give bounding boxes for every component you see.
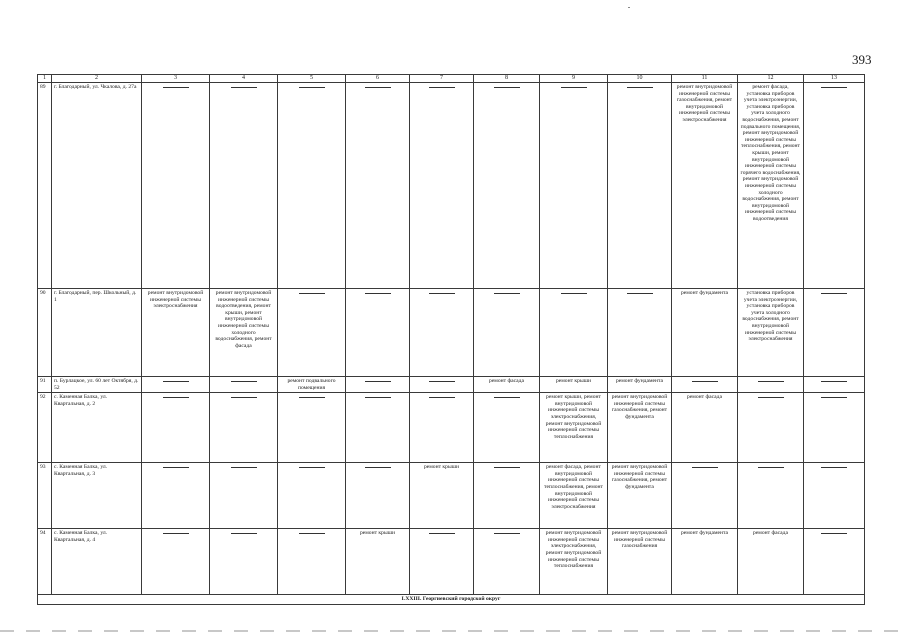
column-header: 2: [52, 75, 142, 83]
address-cell: с. Каменная Балка, ул. Квартальная, д. 3: [52, 463, 142, 529]
empty-cell: [278, 393, 346, 463]
dash-mark: [231, 397, 257, 398]
dash-mark: [299, 87, 325, 88]
work-cell: ремонт фасада: [738, 529, 804, 595]
empty-cell: [804, 83, 865, 289]
row-number: 90: [38, 289, 52, 377]
table-row: [38, 463, 865, 529]
address-cell: п. Бурлацкое, ул. 60 лет Октября, д. 52: [52, 377, 142, 393]
empty-cell: [142, 377, 210, 393]
row-number: 89: [38, 83, 52, 289]
address-cell: г. Благодарный, пер. Школьный, д. 1: [52, 289, 142, 377]
dash-mark: [365, 467, 391, 468]
empty-cell: [540, 289, 608, 377]
dash-mark: [365, 87, 391, 88]
table-row: [38, 377, 865, 393]
empty-cell: [474, 83, 540, 289]
work-cell: ремонт крыши, ремонт внутридомовой инженерной системы электроснабжения, ремонт внутридомовой инженерной системы теплоснабжения: [540, 393, 608, 463]
empty-cell: [278, 529, 346, 595]
empty-cell: [672, 377, 738, 393]
dash-mark: [494, 293, 520, 294]
empty-cell: [804, 529, 865, 595]
row-number: 93: [38, 463, 52, 529]
dash-mark: [429, 397, 455, 398]
section-footer-row: [38, 595, 865, 605]
column-header: 12: [738, 75, 804, 83]
dash-mark: [429, 533, 455, 534]
work-cell: ремонт крыши: [346, 529, 410, 595]
empty-cell: [346, 289, 410, 377]
column-header: 9: [540, 75, 608, 83]
dash-mark: [494, 467, 520, 468]
dash-mark: [758, 467, 784, 468]
work-cell: ремонт фасада, ремонт внутридомовой инженерной системы теплоснабжения, ремонт внутридомовой инженерной системы электроснабжения: [540, 463, 608, 529]
row-number: 92: [38, 393, 52, 463]
dash-mark: [163, 533, 189, 534]
scan-bottom-artifact: [0, 630, 905, 632]
empty-cell: [278, 289, 346, 377]
dash-mark: [821, 467, 847, 468]
empty-cell: [210, 463, 278, 529]
dash-mark: [231, 381, 257, 382]
dash-mark: [163, 381, 189, 382]
work-cell: ремонт внутридомовой инженерной системы газоснабжения: [608, 529, 672, 595]
empty-cell: [804, 377, 865, 393]
work-cell: ремонт фундамента: [672, 529, 738, 595]
work-cell: ремонт фундамента: [608, 377, 672, 393]
empty-cell: [278, 463, 346, 529]
work-cell: ремонт внутридомовой инженерной системы газоснабжения, ремонт фундамента: [608, 463, 672, 529]
address-cell: с. Каменная Балка, ул. Квартальная, д. 2: [52, 393, 142, 463]
dash-mark: [494, 533, 520, 534]
empty-cell: [410, 83, 474, 289]
dash-mark: [561, 87, 587, 88]
column-header: 10: [608, 75, 672, 83]
empty-cell: [210, 393, 278, 463]
work-cell: ремонт внутридомовой инженерной системы газоснабжения, ремонт внутридомовой инженерной системы электроснабжения: [672, 83, 738, 289]
page-number: 393: [852, 52, 872, 67]
dash-mark: [365, 381, 391, 382]
empty-cell: [142, 393, 210, 463]
dash-mark: [494, 397, 520, 398]
work-cell: ремонт фундамента: [672, 289, 738, 377]
empty-cell: [804, 289, 865, 377]
dash-mark: [163, 467, 189, 468]
empty-cell: [410, 529, 474, 595]
empty-cell: [738, 377, 804, 393]
empty-cell: [738, 463, 804, 529]
dash-mark: [299, 293, 325, 294]
empty-cell: [474, 529, 540, 595]
empty-cell: [210, 83, 278, 289]
empty-cell: [540, 83, 608, 289]
table-row: [38, 289, 865, 377]
column-header-row: [38, 75, 865, 83]
work-cell: ремонт фасада: [672, 393, 738, 463]
dash-mark: [429, 293, 455, 294]
section-footer: LXXIII. Георгиевский городской округ: [38, 595, 865, 605]
scan-speck: [628, 7, 630, 8]
empty-cell: [210, 377, 278, 393]
empty-cell: [474, 289, 540, 377]
dash-mark: [299, 533, 325, 534]
table-row: [38, 529, 865, 595]
dash-mark: [821, 381, 847, 382]
empty-cell: [142, 529, 210, 595]
work-cell: ремонт крыши: [410, 463, 474, 529]
work-cell: ремонт подвального помещения: [278, 377, 346, 393]
dash-mark: [821, 293, 847, 294]
dash-mark: [758, 381, 784, 382]
column-header: 13: [804, 75, 865, 83]
table-row: [38, 393, 865, 463]
dash-mark: [758, 397, 784, 398]
address-cell: г. Благодарный, ул. Чкалова, д. 27а: [52, 83, 142, 289]
empty-cell: [346, 393, 410, 463]
empty-cell: [346, 463, 410, 529]
empty-cell: [142, 463, 210, 529]
document-table: [37, 74, 865, 605]
dash-mark: [231, 467, 257, 468]
empty-cell: [410, 393, 474, 463]
dash-mark: [821, 87, 847, 88]
empty-cell: [804, 393, 865, 463]
row-number: 91: [38, 377, 52, 393]
column-header: 3: [142, 75, 210, 83]
empty-cell: [410, 289, 474, 377]
empty-cell: [608, 83, 672, 289]
dash-mark: [494, 87, 520, 88]
empty-cell: [804, 463, 865, 529]
dash-mark: [365, 397, 391, 398]
column-header: 11: [672, 75, 738, 83]
work-cell: ремонт внутридомовой инженерной системы водоотведения, ремонт крыши, ремонт внутридомовой инженерной системы холодного водоснабжения, ремонт фасада: [210, 289, 278, 377]
empty-cell: [410, 377, 474, 393]
column-header: 1: [38, 75, 52, 83]
dash-mark: [429, 381, 455, 382]
empty-cell: [346, 377, 410, 393]
empty-cell: [738, 393, 804, 463]
dash-mark: [561, 293, 587, 294]
empty-cell: [278, 83, 346, 289]
empty-cell: [210, 529, 278, 595]
column-header: 7: [410, 75, 474, 83]
work-cell: ремонт внутридомовой инженерной системы газоснабжения, ремонт фундамента: [608, 393, 672, 463]
table-row: [38, 83, 865, 289]
empty-cell: [474, 393, 540, 463]
work-cell: ремонт крыши: [540, 377, 608, 393]
work-cell: ремонт внутридомовой инженерной системы электроснабжения: [142, 289, 210, 377]
empty-cell: [474, 463, 540, 529]
dash-mark: [692, 381, 718, 382]
work-cell: ремонт фасада: [474, 377, 540, 393]
address-cell: с. Каменная Балка, ул. Квартальная, д. 4: [52, 529, 142, 595]
dash-mark: [692, 467, 718, 468]
dash-mark: [821, 533, 847, 534]
column-header: 5: [278, 75, 346, 83]
row-number: 94: [38, 529, 52, 595]
dash-mark: [163, 397, 189, 398]
work-cell: установка приборов учета электроэнергии, установка приборов учета холодного водоснабжения, ремонт внутридомовой инженерной системы электроснабжения: [738, 289, 804, 377]
empty-cell: [672, 463, 738, 529]
empty-cell: [346, 83, 410, 289]
dash-mark: [163, 87, 189, 88]
empty-cell: [142, 83, 210, 289]
dash-mark: [299, 397, 325, 398]
column-header: 4: [210, 75, 278, 83]
dash-mark: [429, 87, 455, 88]
dash-mark: [627, 293, 653, 294]
dash-mark: [365, 293, 391, 294]
dash-mark: [627, 87, 653, 88]
dash-mark: [299, 467, 325, 468]
empty-cell: [608, 289, 672, 377]
dash-mark: [821, 397, 847, 398]
column-header: 8: [474, 75, 540, 83]
work-cell: ремонт фасада, установка приборов учета электроэнергии, установка приборов учета холодного водоснабжения, ремонт подвального помещения, ремонт внутридомовой инженерной системы теплоснабжения, ремонт крыши, ремонт внутридомовой инженерной системы горячего водоснабжения, ремонт внутридомовой инженерной системы холодного водоснабжения, ремонт внутридомовой инженерной системы водоотведения: [738, 83, 804, 289]
dash-mark: [231, 533, 257, 534]
dash-mark: [231, 87, 257, 88]
work-cell: ремонт внутридомовой инженерной системы электроснабжения, ремонт внутридомовой инженерной системы теплоснабжения: [540, 529, 608, 595]
column-header: 6: [346, 75, 410, 83]
